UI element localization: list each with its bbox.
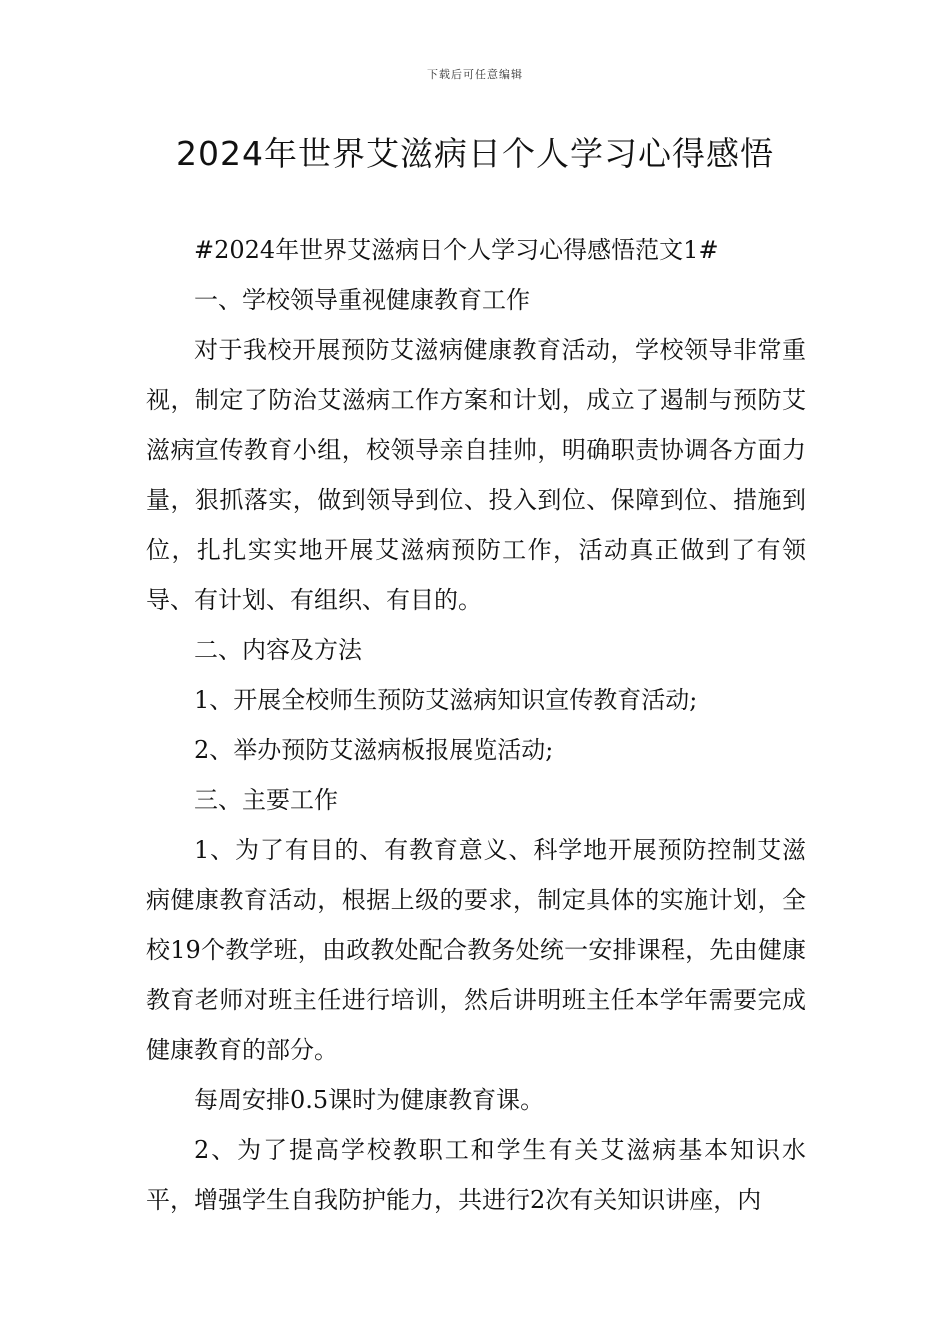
paragraph-method-2: 2、举办预防艾滋病板报展览活动; bbox=[194, 736, 554, 764]
document-body bbox=[146, 225, 806, 1225]
paragraph-section-2-heading: 二、内容及方法 bbox=[194, 636, 362, 664]
paragraph-section-1-heading: 一、学校领导重视健康教育工作 bbox=[194, 286, 530, 314]
paragraph-weekly-schedule: 每周安排0.5课时为健康教育课。 bbox=[194, 1086, 545, 1114]
paragraph-work-1: 1、为了有目的、有教育意义、科学地开展预防控制艾滋病健康教育活动，根据上级的要求，制定具体的实施计划，全校19个教学班，由政教处配合教务处统一安排课程，先由健康教育老师对班主任进行培训，然后讲明班主任本学年需要完成健康教育的部分。 bbox=[146, 836, 806, 1064]
paragraph-sample-heading: #2024年世界艾滋病日个人学习心得感悟范文1# bbox=[194, 236, 719, 264]
document-title: 2024年世界艾滋病日个人学习心得感悟 bbox=[176, 134, 774, 173]
paragraph-leadership: 对于我校开展预防艾滋病健康教育活动，学校领导非常重视，制定了防治艾滋病工作方案和计划，成立了遏制与预防艾滋病宣传教育小组，校领导亲自挂帅，明确职责协调各方面力量，狠抓落实，做到领导到位、投入到位、保障到位、措施到位，扎扎实实地开展艾滋病预防工作，活动真正做到了有领导、有计划、有组织、有目的。 bbox=[146, 336, 806, 614]
header-note: 下载后可任意编辑 bbox=[427, 68, 523, 81]
paragraph-method-1: 1、开展全校师生预防艾滋病知识宣传教育活动; bbox=[194, 686, 698, 714]
paragraph-work-2: 2、为了提高学校教职工和学生有关艾滋病基本知识水平，增强学生自我防护能力，共进行2次有关知识讲座，内 bbox=[146, 1136, 806, 1214]
paragraph-section-3-heading: 三、主要工作 bbox=[194, 786, 338, 814]
